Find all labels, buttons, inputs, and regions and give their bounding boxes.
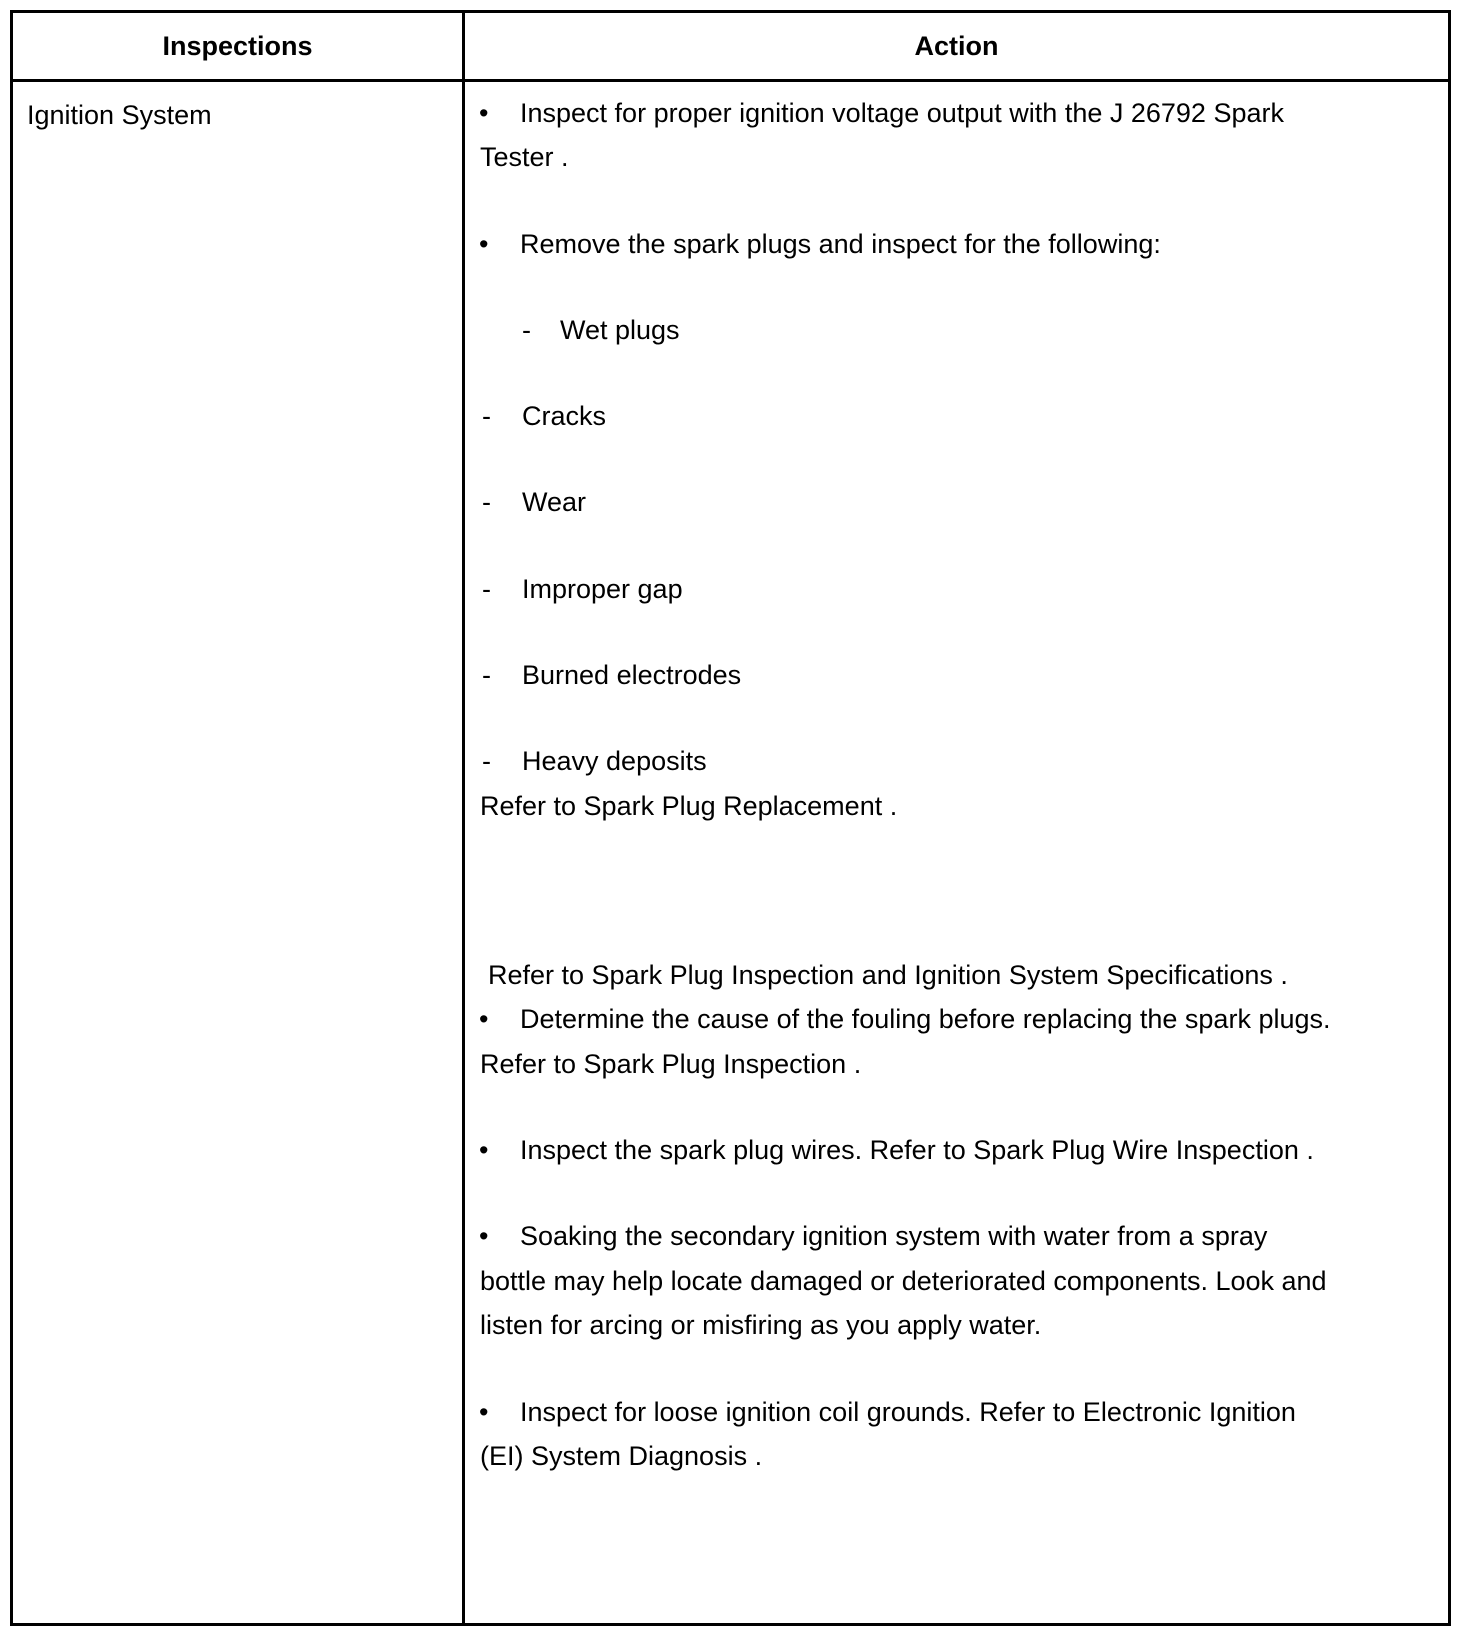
ref-spark-plug-inspection-specs: Refer to Spark Plug Inspection and Ignition System Specifications . (488, 960, 1288, 990)
bullet-icon: • (479, 1004, 489, 1034)
sub-item-heavy-deposits: Heavy deposits (522, 746, 707, 776)
action-item-1-line-2: Tester . (480, 142, 569, 172)
bullet-icon: • (479, 1397, 489, 1427)
bullet-icon: • (479, 98, 489, 128)
dash-icon: - (482, 660, 491, 690)
action-item-6-line-2: (EI) System Diagnosis . (480, 1441, 763, 1471)
action-item-2: Remove the spark plugs and inspect for the following: (520, 229, 1161, 259)
action-item-5-line-2: bottle may help locate damaged or deteriorated components. Look and (480, 1266, 1327, 1296)
sub-item-burned-electrodes: Burned electrodes (522, 660, 742, 690)
bullet-icon: • (479, 1135, 489, 1165)
dash-icon: - (482, 746, 491, 776)
bullet-icon: • (479, 229, 489, 259)
dash-icon: - (482, 574, 491, 604)
action-item-4: Inspect the spark plug wires. Refer to Spark Plug Wire Inspection . (520, 1135, 1314, 1165)
bullet-icon: • (479, 1221, 489, 1251)
action-item-6-line-1: Inspect for loose ignition coil grounds. Refer to Electronic Ignition (520, 1397, 1296, 1427)
sub-item-wet-plugs: Wet plugs (560, 315, 680, 345)
dash-icon: - (482, 401, 491, 431)
header-action: Action (914, 31, 999, 61)
action-item-5-line-1: Soaking the secondary ignition system with water from a spray (520, 1221, 1268, 1251)
inspection-cell: Ignition System (27, 100, 212, 130)
header-divider (13, 79, 1448, 82)
action-item-3-line-1: Determine the cause of the fouling before replacing the spark plugs. (520, 1004, 1331, 1034)
action-item-1-line-1: Inspect for proper ignition voltage output with the J 26792 Spark (520, 98, 1284, 128)
dash-icon: - (482, 487, 491, 517)
action-item-5-line-3: listen for arcing or misfiring as you apply water. (480, 1310, 1042, 1340)
sub-item-wear: Wear (522, 487, 587, 517)
ref-spark-plug-replacement: Refer to Spark Plug Replacement . (480, 791, 898, 821)
sub-item-improper-gap: Improper gap (522, 574, 683, 604)
column-divider (462, 13, 465, 1623)
inspection-table (10, 10, 1451, 1626)
action-item-3-line-2: Refer to Spark Plug Inspection . (480, 1049, 862, 1079)
header-inspections: Inspections (162, 31, 313, 61)
sub-item-cracks: Cracks (522, 401, 607, 431)
dash-icon: - (522, 315, 531, 345)
